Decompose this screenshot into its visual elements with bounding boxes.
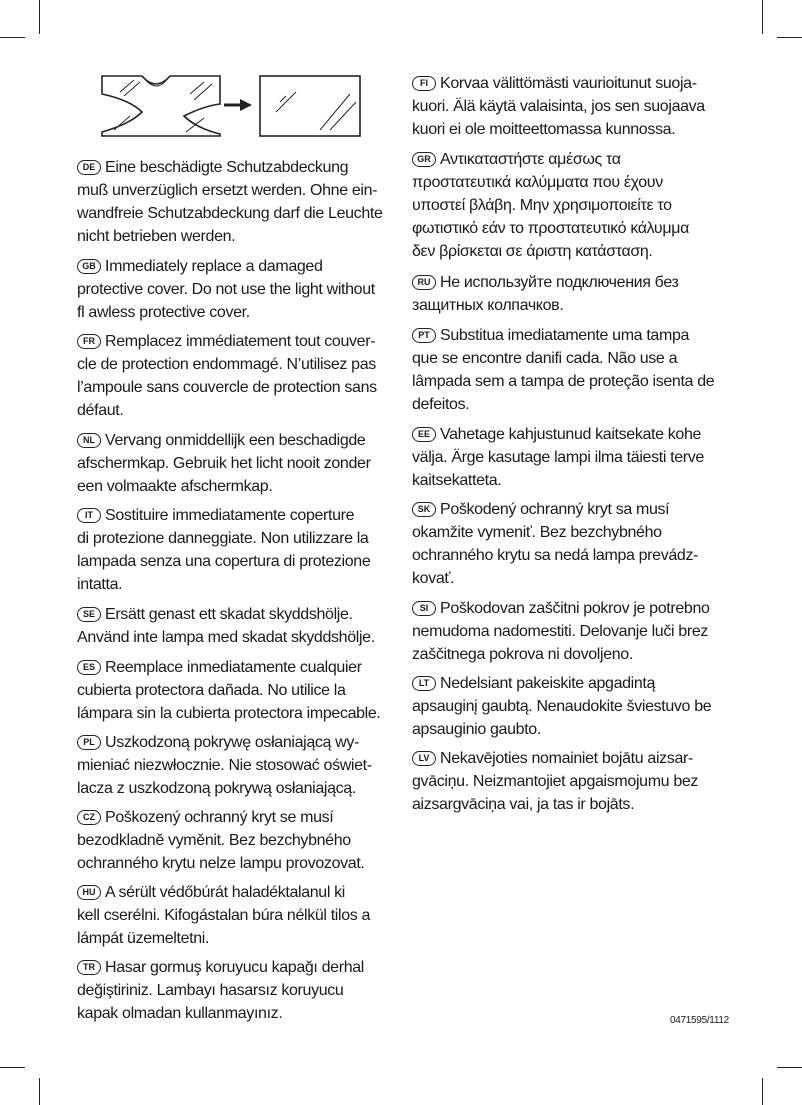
warning-text: φωτιστικό εάν το προστατευτικό κάλυμμα bbox=[412, 220, 689, 237]
warning-line bbox=[77, 573, 393, 596]
warning-text: kovať. bbox=[412, 570, 455, 587]
warning-text: προστατευτικά καλύμματα που έχουν bbox=[412, 174, 663, 191]
warning-text: kuori. Älä käytä valaisinta, jos sen suojaava bbox=[412, 98, 705, 115]
warning-line bbox=[77, 806, 393, 829]
warning-sk bbox=[412, 498, 730, 590]
warning-text: Не используйте подключения без bbox=[440, 274, 679, 291]
warning-line bbox=[77, 731, 393, 754]
warning-text: δεν βρίσκεται σε άριστη κατάσταση. bbox=[412, 243, 653, 260]
warning-line bbox=[412, 423, 730, 446]
warning-text: Uszkodzoną pokrywę osłaniającą wy- bbox=[105, 734, 359, 751]
warning-line bbox=[412, 148, 730, 171]
warning-text: Ersätt genast ett skadat skyddshölje. bbox=[105, 606, 353, 623]
warning-lv bbox=[412, 747, 730, 816]
warning-text: cubierta protectora dañada. No utilice la bbox=[77, 682, 346, 699]
warning-line bbox=[77, 429, 393, 452]
country-code-badge: RU bbox=[412, 275, 436, 290]
warning-gb bbox=[77, 255, 393, 324]
warning-line bbox=[77, 225, 393, 248]
warning-line bbox=[77, 829, 393, 852]
warning-text: defeitos. bbox=[412, 396, 470, 413]
warning-line bbox=[412, 793, 730, 816]
warning-line bbox=[77, 376, 393, 399]
warning-line bbox=[412, 597, 730, 620]
warning-it bbox=[77, 504, 393, 596]
warning-text: lacza z uszkodzoną pokrywą osłaniającą. bbox=[77, 780, 356, 797]
country-code-badge: TR bbox=[77, 960, 101, 975]
warning-line bbox=[412, 718, 730, 741]
crop-mark bbox=[762, 0, 763, 34]
warning-line bbox=[412, 347, 730, 370]
warning-text: Αντικαταστήστε αμέσως τα bbox=[440, 151, 621, 168]
warning-text: que se encontre danifi cada. Não use a bbox=[412, 350, 678, 367]
warning-text: apsauginio gaubto. bbox=[412, 721, 541, 738]
country-code-badge: FI bbox=[412, 76, 436, 91]
warning-line bbox=[412, 217, 730, 240]
warning-line bbox=[412, 672, 730, 695]
warning-pt bbox=[412, 324, 730, 416]
warning-line bbox=[77, 777, 393, 800]
warning-line bbox=[77, 956, 393, 979]
warning-text: Remplacez immédiatement tout couver- bbox=[105, 333, 376, 350]
warning-line bbox=[77, 399, 393, 422]
document-number: 0471595/1112 bbox=[670, 1015, 729, 1026]
warning-pl bbox=[77, 731, 393, 800]
warning-text: lámpara sin la cubierta protectora impecable. bbox=[77, 705, 381, 722]
warning-ee bbox=[412, 423, 730, 492]
warning-line bbox=[77, 603, 393, 626]
warning-text: cle de protection endommagé. N’utilisez pas bbox=[77, 356, 376, 373]
crop-mark bbox=[0, 37, 25, 38]
warning-text: intatta. bbox=[77, 576, 123, 593]
country-code-badge: LT bbox=[412, 676, 436, 691]
warning-line bbox=[77, 550, 393, 573]
warning-text: aizsargvāciņa vai, ja tas ir bojāts. bbox=[412, 796, 635, 813]
warning-line bbox=[77, 475, 393, 498]
warning-text: Immediately replace a damaged bbox=[105, 258, 323, 275]
warning-text: Poškodený ochranný kryt sa musí bbox=[440, 501, 670, 518]
warning-line bbox=[77, 679, 393, 702]
damaged-cover-replacement-illustration bbox=[100, 72, 362, 138]
warning-text: A sérült védőbúrát haladéktalanul ki bbox=[105, 884, 346, 901]
country-code-badge: ES bbox=[77, 660, 101, 675]
warning-text: ochranného krytu sa nedá lampa prevádz- bbox=[412, 547, 699, 564]
warning-text: muß unverzüglich ersetzt werden. Ohne ein- bbox=[77, 182, 378, 199]
warning-text: kuori ei ole moitteettomassa kunnossa. bbox=[412, 121, 676, 138]
warning-line bbox=[77, 301, 393, 324]
warning-text: Använd inte lampa med skadat skyddshölje. bbox=[77, 629, 375, 646]
warning-hu bbox=[77, 881, 393, 950]
warning-line bbox=[412, 370, 730, 393]
warning-line bbox=[412, 194, 730, 217]
warning-line bbox=[77, 626, 393, 649]
warning-text: wandfreie Schutzabdeckung darf die Leuchte bbox=[77, 205, 383, 222]
warning-text: l’ampoule sans couvercle de protection sans bbox=[77, 379, 377, 396]
crop-mark bbox=[777, 1067, 802, 1068]
warning-line bbox=[77, 702, 393, 725]
country-code-badge: EE bbox=[412, 427, 436, 442]
warning-lt bbox=[412, 672, 730, 741]
warning-text: Eine beschädigte Schutzabdeckung bbox=[105, 159, 349, 176]
warning-line bbox=[412, 747, 730, 770]
country-code-badge: FR bbox=[77, 334, 101, 349]
warning-line bbox=[412, 620, 730, 643]
warning-es bbox=[77, 656, 393, 725]
country-code-badge: GB bbox=[77, 259, 101, 274]
warning-line bbox=[412, 171, 730, 194]
country-code-badge: LV bbox=[412, 751, 436, 766]
warning-cz bbox=[77, 806, 393, 875]
warning-line bbox=[412, 469, 730, 492]
warning-text: kapak olmadan kullanmayınız. bbox=[77, 1005, 283, 1022]
warning-line bbox=[412, 324, 730, 347]
country-code-badge: NL bbox=[77, 433, 101, 448]
warning-line bbox=[412, 770, 730, 793]
warning-line bbox=[412, 72, 730, 95]
country-code-badge: PT bbox=[412, 328, 436, 343]
warning-line bbox=[77, 527, 393, 550]
warning-line bbox=[412, 294, 730, 317]
warning-text: Reemplace inmediatamente cualquier bbox=[105, 659, 362, 676]
warning-text: nicht betrieben werden. bbox=[77, 228, 236, 245]
warning-text: apsauginį gaubtą. Nenaudokite šviestuvo be bbox=[412, 698, 712, 715]
warning-text: Nedelsiant pakeiskite apgadintą bbox=[440, 675, 656, 692]
warning-line bbox=[412, 544, 730, 567]
warning-text: afschermkap. Gebruik het licht nooit zonder bbox=[77, 455, 371, 472]
warning-line bbox=[412, 695, 730, 718]
warning-text: lampada senza una copertura di protezione bbox=[77, 553, 371, 570]
warning-gr bbox=[412, 148, 730, 263]
warning-text: mieniać niezwłocznie. Nie stosować oświet- bbox=[77, 757, 372, 774]
warning-ru bbox=[412, 271, 730, 317]
warning-line bbox=[77, 202, 393, 225]
warning-fi bbox=[412, 72, 730, 141]
country-code-badge: GR bbox=[412, 152, 436, 167]
warning-se bbox=[77, 603, 393, 649]
warning-text: nemudoma nadomestiti. Delovanje luči brez bbox=[412, 623, 709, 640]
warning-text: Nekavējoties nomainiet bojātu aizsar- bbox=[440, 750, 693, 767]
warning-line bbox=[412, 393, 730, 416]
warning-text: zaščitnega pokrova ni dovoljeno. bbox=[412, 646, 633, 663]
warning-line bbox=[412, 446, 730, 469]
warning-text: Poškozený ochranný kryt se musí bbox=[105, 809, 334, 826]
warning-line bbox=[77, 656, 393, 679]
country-code-badge: SK bbox=[412, 502, 436, 517]
warning-text: Poškodovan zaščitni pokrov je potrebno bbox=[440, 600, 710, 617]
warning-text: değiştiriniz. Lambayı hasarsız koruyucu bbox=[77, 982, 344, 999]
warning-line bbox=[412, 521, 730, 544]
warning-line bbox=[77, 156, 393, 179]
warning-text: Vervang onmiddellijk een beschadigde bbox=[105, 432, 366, 449]
warning-line bbox=[77, 754, 393, 777]
country-code-badge: HU bbox=[77, 885, 101, 900]
warning-text: Substitua imediatamente uma tampa bbox=[440, 327, 690, 344]
warning-line bbox=[77, 278, 393, 301]
warning-text: okamžite vymeniť. Bez bezchybného bbox=[412, 524, 662, 541]
warning-line bbox=[77, 452, 393, 475]
warning-line bbox=[412, 240, 730, 263]
warning-text: protective cover. Do not use the light without bbox=[77, 281, 375, 298]
country-code-badge: IT bbox=[77, 508, 101, 523]
warning-line bbox=[77, 852, 393, 875]
warning-text: bezodkladně vyměnit. Bez bezchybného bbox=[77, 832, 351, 849]
warning-si bbox=[412, 597, 730, 666]
warning-text: Sostituire immediatamente coperture bbox=[105, 507, 355, 524]
warning-line bbox=[77, 904, 393, 927]
warning-line bbox=[77, 179, 393, 202]
country-code-badge: CZ bbox=[77, 810, 101, 825]
warning-text: lámpát üzemeltetni. bbox=[77, 930, 210, 947]
warning-text: защитных колпачков. bbox=[412, 297, 564, 314]
warning-nl bbox=[77, 429, 393, 498]
country-code-badge: PL bbox=[77, 735, 101, 750]
crop-mark bbox=[0, 1067, 25, 1068]
warning-text: Korvaa välittömästi vaurioitunut suoja- bbox=[440, 75, 697, 92]
warning-text: di protezione danneggiate. Non utilizzare la bbox=[77, 530, 369, 547]
warning-text: kell cserélni. Kifogástalan búra nélkül tilos a bbox=[77, 907, 371, 924]
country-code-badge: SE bbox=[77, 607, 101, 622]
warning-de bbox=[77, 156, 393, 248]
warning-text: gvāciņu. Neizmantojiet apgaismojumu bez bbox=[412, 773, 699, 790]
warning-line bbox=[77, 927, 393, 950]
warning-line bbox=[412, 567, 730, 590]
warning-text: Vahetage kahjustunud kaitsekate kohe bbox=[440, 426, 702, 443]
warning-line bbox=[77, 1002, 393, 1025]
warning-text: een volmaakte afschermkap. bbox=[77, 478, 273, 495]
crop-mark bbox=[762, 1078, 763, 1105]
warning-line bbox=[412, 271, 730, 294]
warning-text: défaut. bbox=[77, 402, 124, 419]
warning-text: lâmpada sem a tampa de proteção isenta de bbox=[412, 373, 715, 390]
crop-mark bbox=[39, 1078, 40, 1105]
warning-tr bbox=[77, 956, 393, 1025]
warning-text: fl awless protective cover. bbox=[77, 304, 250, 321]
warning-line bbox=[77, 330, 393, 353]
warning-line bbox=[77, 979, 393, 1002]
warning-line bbox=[77, 255, 393, 278]
warning-text: kaitsekatteta. bbox=[412, 472, 502, 489]
warning-line bbox=[77, 504, 393, 527]
warning-line bbox=[412, 118, 730, 141]
warning-line bbox=[77, 881, 393, 904]
warning-fr bbox=[77, 330, 393, 422]
warning-text: ochranného krytu nelze lampu provozovat. bbox=[77, 855, 365, 872]
country-code-badge: DE bbox=[77, 160, 101, 175]
warning-line bbox=[412, 643, 730, 666]
warning-text: υποστεί βλάβη. Μην χρησιμοποιείτε το bbox=[412, 197, 672, 214]
warning-line bbox=[412, 498, 730, 521]
warning-line bbox=[412, 95, 730, 118]
crop-mark bbox=[39, 0, 40, 34]
crop-mark bbox=[777, 37, 802, 38]
country-code-badge: SI bbox=[412, 601, 436, 616]
warning-text: Hasar gormuş koruyucu kapağı derhal bbox=[105, 959, 365, 976]
warning-text: välja. Ärge kasutage lampi ilma täiesti terve bbox=[412, 449, 704, 466]
warning-line bbox=[77, 353, 393, 376]
